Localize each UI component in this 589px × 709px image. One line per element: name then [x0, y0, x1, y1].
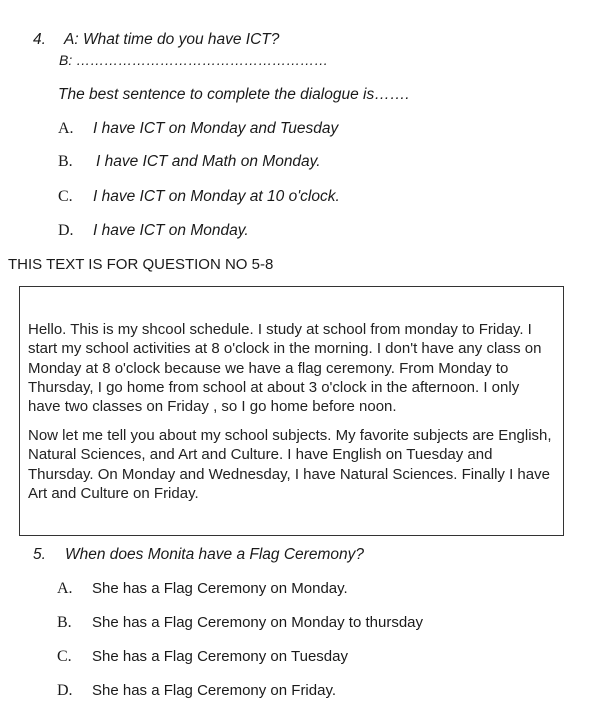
q5-option-c-letter: C.: [57, 648, 72, 665]
q4-option-c-text[interactable]: I have ICT on Monday at 10 o'clock.: [93, 188, 340, 205]
q4-option-a-letter: A.: [58, 120, 74, 137]
q4-option-a-text[interactable]: I have ICT on Monday and Tuesday: [93, 120, 339, 137]
q4-option-d-letter: D.: [58, 222, 74, 239]
q5-option-d-letter: D.: [57, 682, 73, 699]
q5-number: 5.: [33, 546, 46, 563]
q4-number: 4.: [33, 31, 46, 48]
q5-option-a-letter: A.: [57, 580, 73, 597]
q5-option-b-letter: B.: [57, 614, 72, 631]
q4-line-b: B: ………………………………………………: [59, 52, 329, 68]
q5-question: When does Monita have a Flag Ceremony?: [65, 546, 364, 563]
passage-paragraph-2: Now let me tell you about my school subjects. My favorite subjects are English, Natural Sciences, and Art and Culture. I have English on Tuesday and Thursday. On Monday and Wednesday, I have Natural Sciences. Finally I have Art and Culture on Friday.: [28, 427, 552, 502]
q4-option-b-letter: B.: [58, 153, 73, 170]
q5-option-a-text[interactable]: She has a Flag Ceremony on Monday.: [92, 580, 348, 597]
q5-option-d-text[interactable]: She has a Flag Ceremony on Friday.: [92, 682, 337, 699]
q4-line-a: A: What time do you have ICT?: [64, 31, 280, 48]
q5-option-c-text[interactable]: She has a Flag Ceremony on Tuesday: [92, 648, 348, 665]
q4-option-d-text[interactable]: I have ICT on Monday.: [93, 222, 249, 239]
section-header: THIS TEXT IS FOR QUESTION NO 5-8: [8, 256, 274, 273]
q4-option-c-letter: C.: [58, 188, 73, 205]
q4-instruction: The best sentence to complete the dialogue is…….: [58, 86, 410, 103]
q4-option-b-text[interactable]: I have ICT and Math on Monday.: [96, 153, 321, 170]
q5-option-b-text[interactable]: She has a Flag Ceremony on Monday to thursday: [92, 614, 424, 631]
passage-paragraph-1: Hello. This is my shcool schedule. I study at school from monday to Friday. I start my school activities at 8 o'clock in the morning. I don't have any class on Monday at 8 o'clock because we have a flag ceremony. From Monday to Thursday, I go home from school at about 3 o'clock in the afternoon. I only have two classes on Friday , so I go home before noon.: [28, 321, 542, 416]
